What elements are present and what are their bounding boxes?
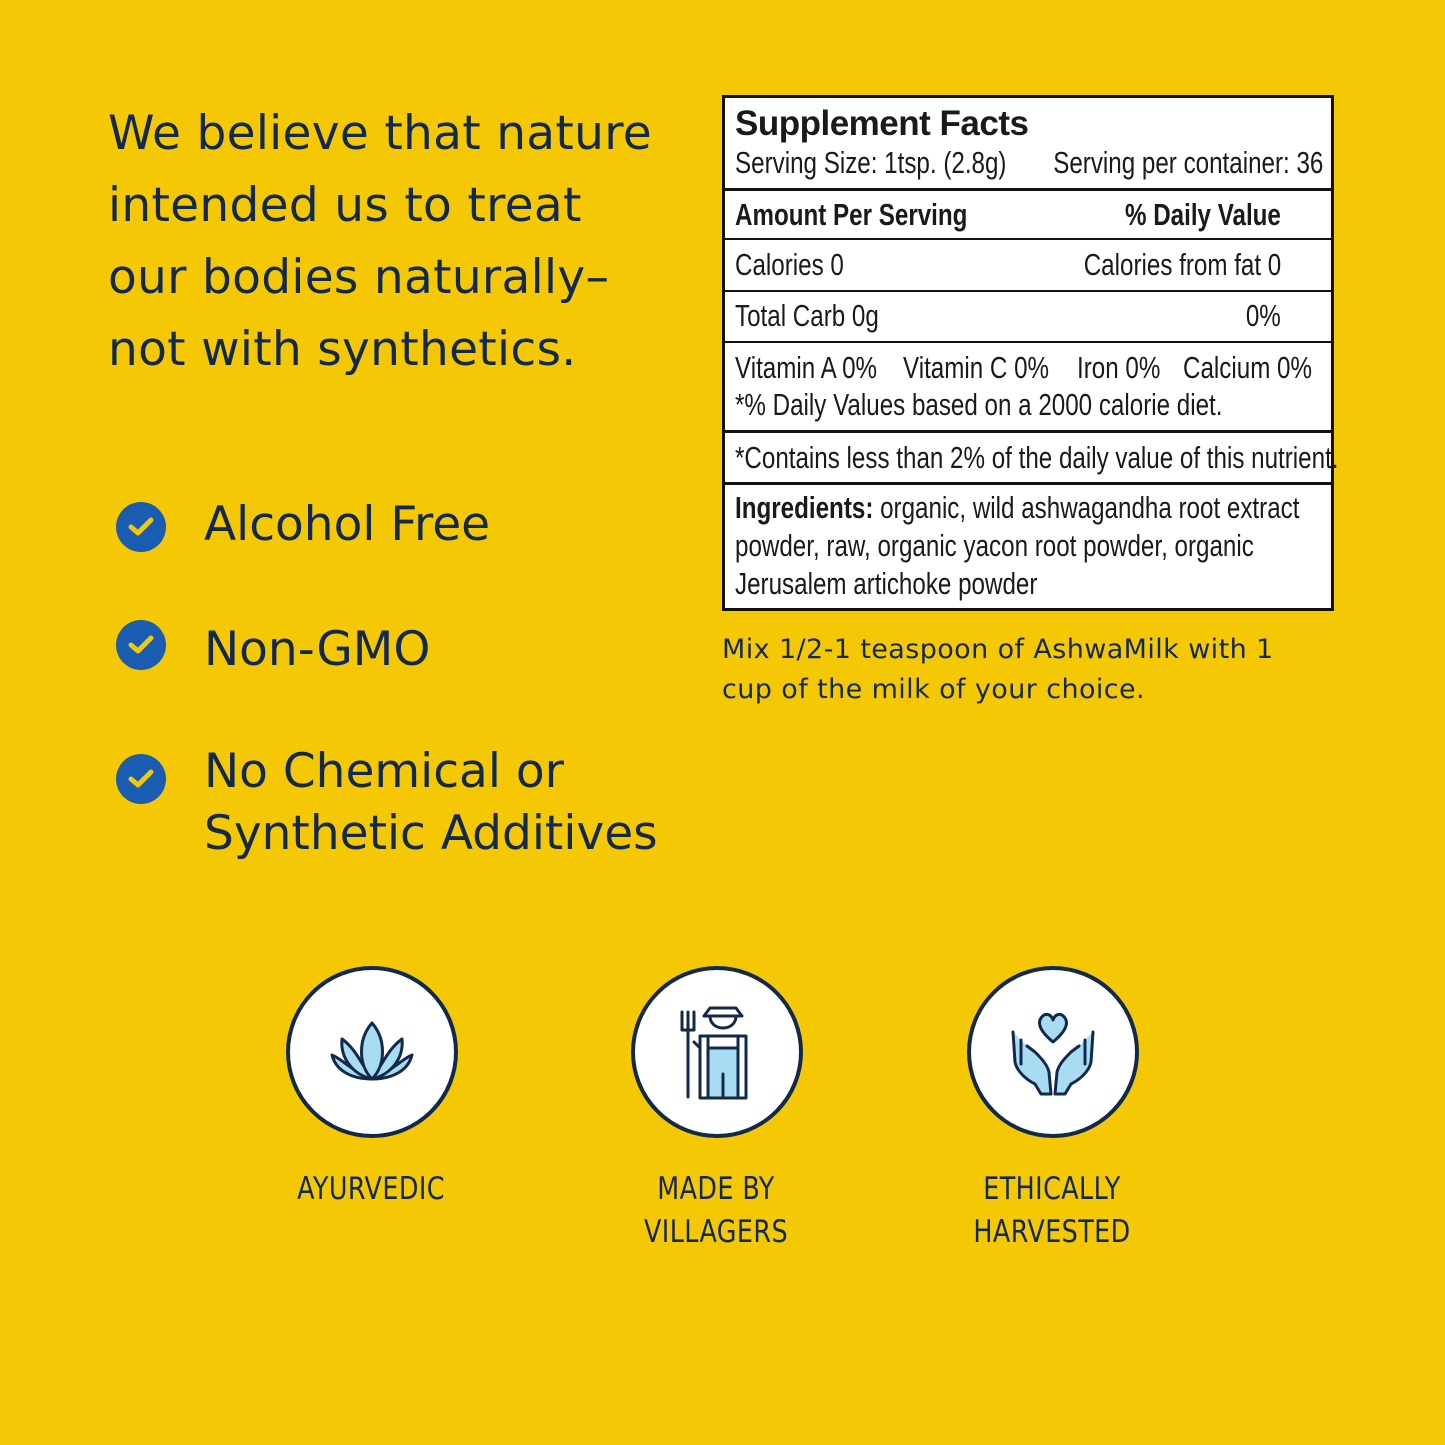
ingredients-text: powder, raw, organic yacon root powder, organic [735,528,1254,563]
ingredients-text: organic, wild ashwagandha root extract [873,490,1300,525]
calcium: Calcium 0% [1183,350,1313,385]
ingredients-text: Jerusalem artichoke powder [735,566,1038,601]
tagline-line: not with synthetics. [108,322,577,377]
check-circle-icon [116,754,166,804]
check-circle-icon [116,620,166,670]
ingredients-label: Ingredients: [735,490,874,525]
facts-divider [725,430,1331,433]
servings-per-container: Serving per container: 36 [1052,145,1323,180]
farmer-icon [672,1002,762,1102]
facts-divider [725,238,1331,240]
daily-values-note: *% Daily Values based on a 2000 calorie diet. [735,387,1223,422]
calories-from-fat: Calories from fat 0 [1083,247,1281,282]
badge-label-line: MADE BY [657,1171,775,1207]
directions-line: cup of the milk of your choice. [722,674,1146,705]
feature-alcohol-free [116,497,491,556]
feature-label: Non-GMO [204,622,431,677]
feature-label: Synthetic Additives [204,806,658,861]
tagline [108,98,688,386]
badge-label-line: AYURVEDIC [297,1171,445,1207]
badge-ayurvedic [286,966,456,1136]
facts-divider [725,341,1331,343]
tagline-line: our bodies naturally– [108,250,610,305]
badge-label [566,1168,866,1254]
badge-label-line: ETHICALLY [983,1171,1121,1207]
less-than-note: *Contains less than 2% of the daily value of this nutrient. [735,440,1339,475]
total-carb: Total Carb 0g [735,298,879,333]
vitamin-a: Vitamin A 0% [735,350,878,385]
daily-value-header: % Daily Value [1125,197,1281,232]
directions-text [722,630,1342,710]
tagline-line: intended us to treat [108,178,582,233]
vitamin-c: Vitamin C 0% [903,350,1050,385]
supplement-facts-title: Supplement Facts [735,104,1029,143]
serving-size: Serving Size: 1tsp. (2.8g) [735,145,1007,180]
badge-label [902,1168,1202,1254]
facts-divider [725,482,1331,485]
check-circle-icon [116,502,166,552]
ingredients-line [735,489,1299,527]
feature-no-additives [116,744,658,865]
total-carb-dv: 0% [1246,298,1281,333]
facts-divider [725,290,1331,292]
facts-divider [725,188,1331,191]
feature-label: Alcohol Free [204,497,491,552]
tagline-line: We believe that nature [108,106,653,161]
directions-line: Mix 1/2-1 teaspoon of AshwaMilk with 1 [722,634,1274,665]
badge-made-by-villagers [631,966,801,1136]
supplement-facts-panel [722,95,1339,611]
iron: Iron 0% [1077,350,1161,385]
badge-ethically-harvested [967,966,1137,1136]
lotus-icon [322,1017,422,1087]
amount-per-serving-header: Amount Per Serving [735,197,968,232]
hands-heart-icon [1001,1006,1105,1098]
badge-label [221,1168,521,1211]
badge-label-line: HARVESTED [973,1214,1131,1250]
feature-non-gmo [116,618,430,681]
badge-label-line: VILLAGERS [644,1214,788,1250]
feature-label: No Chemical or [204,744,564,799]
calories: Calories 0 [735,247,844,282]
